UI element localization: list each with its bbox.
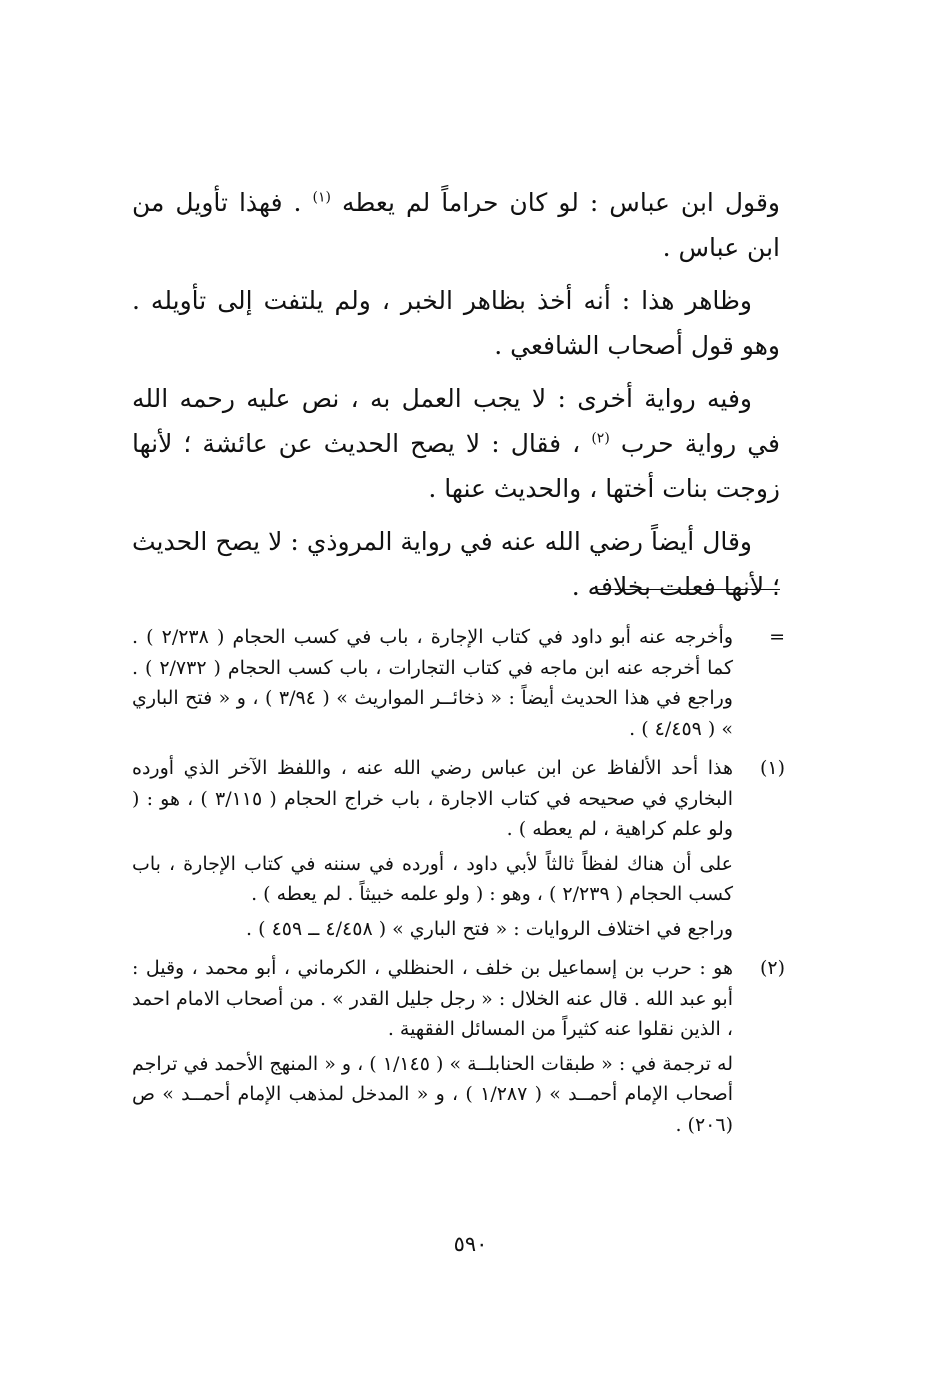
- footnote-1: [132, 753, 787, 948]
- footnote-ref-1: (١): [312, 189, 331, 206]
- main-text: [132, 180, 780, 617]
- main-paragraph-1-text-a: وقول ابن عباس : لو كان حراماً لم يعطه: [342, 188, 780, 217]
- main-paragraph-2: وظاهر هذا : أنه أخذ بظاهر الخبر ، ولم يلتفت إلى تأويله . وهو قول أصحاب الشافعي .: [132, 286, 780, 360]
- footnote-paragraph: على أن هناك لفظاً ثالثاً لأبي داود ، أورده في سننه في كتاب الإجارة ، باب كسب الحجام ( ٢/٢٣٩ ) ، وهو : ( ولو علمه خبيثاً . لم يعطه ) .: [132, 852, 733, 905]
- footnote-2: [132, 953, 787, 1144]
- footnote-paragraph: هو : حرب بن إسماعيل بن خلف ، الحنظلي ، الكرماني ، أبو محمد ، وقيل : أبو عبد الله . قال عنه الخلال : « رجل جليل القدر » . من أصحاب الامام احمد ، الذين نقلوا عنه كثيراً من المسائل الفقهية .: [132, 957, 733, 1040]
- main-paragraph-4: وقال أيضاً رضي الله عنه في رواية المروذي : لا يصح الحديث ؛ لأنها فعلت بخلافه .: [132, 527, 780, 601]
- page-number: ٥٩٠: [453, 1232, 488, 1256]
- footnote-marker: (١): [759, 757, 785, 779]
- footnote-separator: [597, 589, 780, 590]
- footnote-ref-2: (٢): [591, 430, 610, 447]
- footnote-marker: (٢): [759, 957, 785, 979]
- footnote-body: [132, 953, 733, 1144]
- footnote-continuation: [132, 622, 787, 748]
- footnote-marker: =: [769, 626, 785, 648]
- footnote-paragraph: له ترجمة في : « طبقات الحنابلــة » ( ١/١٤٥ ) ، و « المنهج الأحمد في تراجم أصحاب الإمام أحمــد » ( ١/٢٨٧ ) ، و « المدخل لمذهب الإمام أحمــد » ص (٢٠٦) .: [132, 1052, 733, 1136]
- main-paragraph-1: [132, 180, 780, 270]
- main-paragraph-3-text-b: ، فقال : لا يصح الحديث عن عائشة ؛ لأنها زوجت بنات أختها ، والحديث عنها .: [132, 429, 780, 503]
- main-paragraph-3-text-a: وفيه رواية أخرى : لا يجب العمل به ، نص عليه رحمه الله في رواية حرب: [132, 384, 780, 458]
- footnote-paragraph: وأخرجه عنه أبو داود في كتاب الإجارة ، باب في كسب الحجام ( ٢/٢٣٨ ) . كما أخرجه عنه ابن ماجه في كتاب التجارات ، باب كسب الحجام ( ٢/٧٣٢ ) . وراجع في هذا الحديث أيضاً : « ذخائــر المواريث » ( ٣/٩٤ ) ، و « فتح الباري » ( ٤/٤٥٩ ) .: [132, 626, 734, 740]
- footnote-paragraph: هذا أحد الألفاظ عن ابن عباس رضي الله عنه ، واللفظ الآخر الذي أورده البخاري في صحيحه في كتاب الاجارة ، باب خراج الحجام ( ٣/١١٥ ) ، هو : ( ولو علم كراهية ، لم يعطه ) .: [132, 757, 733, 840]
- footnote-body: [132, 622, 733, 748]
- footnote-paragraph: وراجع في اختلاف الروايات : « فتح الباري » ( ٤/٤٥٨ ــ ٤٥٩ ) .: [246, 917, 733, 940]
- footnote-body: [132, 753, 733, 948]
- footnotes: [132, 622, 787, 1149]
- main-paragraph-1-text-b: . فهذا تأويل من ابن عباس .: [132, 188, 780, 262]
- main-paragraph-3: [132, 376, 780, 511]
